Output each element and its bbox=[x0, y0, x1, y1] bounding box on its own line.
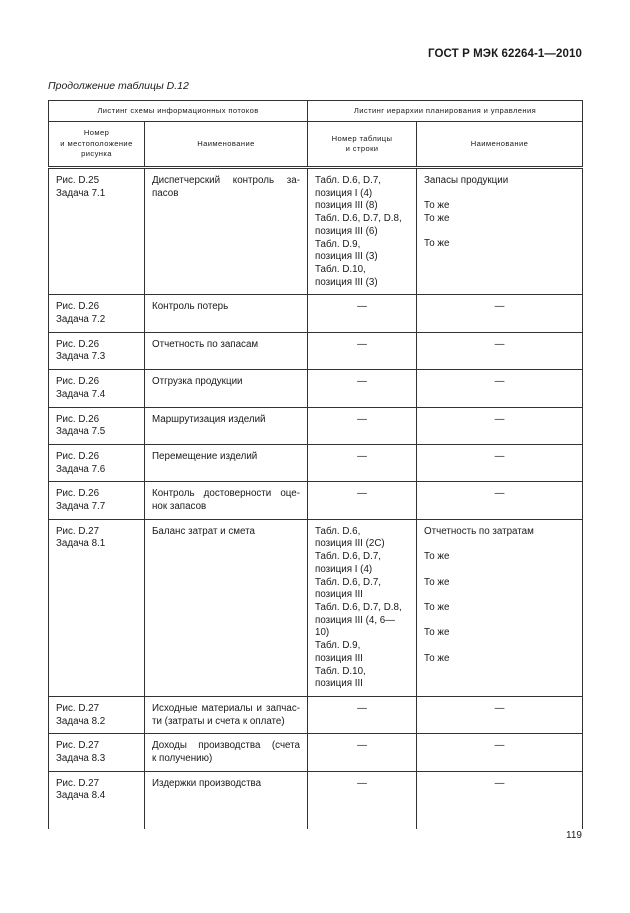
hierarchy-name-cell-line bbox=[424, 188, 575, 201]
hierarchy-name-cell-line bbox=[424, 589, 575, 602]
hierarchy-name-cell-line: — bbox=[494, 338, 505, 350]
hierarchy-name-cell-line: То же bbox=[424, 213, 450, 225]
table-row bbox=[49, 734, 583, 771]
name-cell-line: нок запасов bbox=[152, 501, 207, 513]
name-cell bbox=[145, 519, 308, 696]
table-ref-cell-line: Табл. D.10, bbox=[315, 665, 366, 677]
hierarchy-name-cell bbox=[417, 444, 583, 481]
table-ref-cell-line: позиция III bbox=[315, 678, 363, 690]
hierarchy-name-cell-line: То же bbox=[424, 551, 450, 563]
hierarchy-name-cell-line bbox=[424, 538, 575, 551]
figure-cell bbox=[49, 407, 145, 444]
table-ref-cell-line: — bbox=[357, 450, 367, 462]
table-ref-cell-line: — bbox=[357, 702, 367, 714]
table-ref-cell bbox=[308, 734, 417, 771]
table-ref-cell-line: позиция III (8) bbox=[315, 200, 378, 212]
figure-cell-line: Задача 8.2 bbox=[56, 715, 106, 727]
table-ref-cell bbox=[308, 332, 417, 369]
table-ref-cell-line: Табл. D.6, D.7, bbox=[315, 175, 381, 186]
name-cell-line: пасов bbox=[152, 187, 179, 199]
name-cell-line: к получению) bbox=[152, 753, 213, 765]
document-standard-code: ГОСТ Р МЭК 62264-1—2010 bbox=[428, 48, 582, 60]
table-ref-cell-line: — bbox=[357, 301, 367, 313]
hierarchy-name-cell-line: То же bbox=[424, 601, 450, 613]
name-cell bbox=[145, 332, 308, 369]
hierarchy-name-cell bbox=[417, 482, 583, 519]
figure-cell-line: Задача 7.6 bbox=[56, 463, 106, 475]
hierarchy-name-cell-line bbox=[424, 226, 575, 239]
hierarchy-name-cell-line: Запасы продукции bbox=[424, 175, 509, 186]
hierarchy-name-cell-line: — bbox=[494, 376, 505, 388]
hierarchy-name-cell-line: — bbox=[494, 702, 505, 714]
table-body bbox=[49, 168, 583, 829]
figure-cell-line: Рис. D.27 bbox=[56, 777, 100, 789]
page-number: 119 bbox=[566, 830, 582, 841]
table-ref-cell-line: позиция I (4) bbox=[315, 187, 373, 199]
hierarchy-name-cell-line: То же bbox=[424, 200, 450, 212]
table-ref-cell-line: позиция III (2C) bbox=[315, 538, 385, 550]
figure-cell bbox=[49, 771, 145, 829]
figure-cell-line: Рис. D.27 bbox=[56, 740, 100, 752]
figure-cell-line: Задача 8.3 bbox=[56, 753, 106, 765]
hierarchy-name-cell bbox=[417, 370, 583, 407]
hierarchy-name-cell-line: — bbox=[494, 777, 505, 789]
hierarchy-name-cell bbox=[417, 295, 583, 332]
table-ref-cell-line: Табл. D.9, bbox=[315, 640, 361, 652]
name-cell bbox=[145, 696, 308, 733]
group-header-hierarchy: Листинг иерархии планирования и управления bbox=[308, 101, 583, 122]
table-ref-cell-line: — bbox=[357, 376, 367, 388]
name-cell bbox=[145, 407, 308, 444]
figure-cell-line: Задача 8.4 bbox=[56, 790, 106, 802]
table-row bbox=[49, 444, 583, 481]
figure-cell-line: Задача 7.3 bbox=[56, 351, 106, 363]
hierarchy-name-cell-line bbox=[424, 564, 575, 577]
name-cell-line: Контроль достоверности оце- bbox=[152, 488, 301, 500]
table-row bbox=[49, 370, 583, 407]
table-ref-cell-line: позиция III bbox=[315, 652, 363, 664]
table-ref-cell-line: позиция III (3) bbox=[315, 276, 378, 288]
table-ref-cell bbox=[308, 370, 417, 407]
name-cell-line: Маршрутизация изделий bbox=[152, 413, 266, 425]
figure-cell-line: Задача 7.5 bbox=[56, 426, 106, 438]
name-cell bbox=[145, 444, 308, 481]
table-row bbox=[49, 696, 583, 733]
figure-cell-line: Рис. D.26 bbox=[56, 338, 100, 350]
figure-cell bbox=[49, 370, 145, 407]
name-cell-line: Перемещение изделий bbox=[152, 450, 258, 462]
hierarchy-name-cell-line: То же bbox=[424, 627, 450, 639]
hierarchy-name-cell-line: — bbox=[494, 740, 505, 752]
figure-cell-line: Задача 7.7 bbox=[56, 501, 106, 513]
figure-cell-line: Рис. D.26 bbox=[56, 413, 100, 425]
table-ref-cell-line: — bbox=[357, 413, 367, 425]
figure-cell bbox=[49, 734, 145, 771]
figure-cell-line: Рис. D.25 bbox=[56, 175, 100, 186]
hierarchy-name-cell bbox=[417, 168, 583, 295]
listing-table bbox=[48, 100, 583, 829]
table-ref-cell bbox=[308, 771, 417, 829]
name-cell-line: Издержки производства bbox=[152, 777, 262, 789]
table-ref-cell-line: позиция I (4) bbox=[315, 563, 373, 575]
table-row bbox=[49, 519, 583, 696]
figure-cell-line: Рис. D.26 bbox=[56, 301, 100, 313]
figure-cell-line: Задача 7.4 bbox=[56, 388, 106, 400]
hierarchy-name-cell bbox=[417, 332, 583, 369]
name-cell bbox=[145, 370, 308, 407]
figure-cell-line: Рис. D.27 bbox=[56, 525, 100, 537]
table-ref-cell-line: позиция III (3) bbox=[315, 251, 378, 263]
table-ref-cell bbox=[308, 519, 417, 696]
hierarchy-name-cell-line: — bbox=[494, 488, 505, 500]
table-ref-cell-line: Табл. D.10, bbox=[315, 263, 366, 275]
table-ref-cell-line: позиция III (4, 6—10) bbox=[315, 614, 396, 639]
table-ref-cell-line: позиция III (6) bbox=[315, 225, 378, 237]
table-ref-cell-line: Табл. D.6, D.7, bbox=[315, 576, 381, 588]
table-ref-cell bbox=[308, 295, 417, 332]
table-ref-cell bbox=[308, 482, 417, 519]
table-row bbox=[49, 771, 583, 829]
col-header-name-left: Наименование bbox=[145, 122, 308, 168]
table-ref-cell bbox=[308, 168, 417, 295]
table-ref-cell-line: — bbox=[357, 740, 367, 752]
figure-cell bbox=[49, 444, 145, 481]
figure-cell bbox=[49, 519, 145, 696]
group-header-info-flows: Листинг схемы информационных потоков bbox=[49, 101, 308, 122]
figure-cell-line: Задача 7.1 bbox=[56, 187, 106, 199]
table-ref-cell-line: — bbox=[357, 777, 367, 789]
figure-cell-line: Рис. D.26 bbox=[56, 488, 100, 500]
hierarchy-name-cell-line: — bbox=[494, 413, 505, 425]
name-cell bbox=[145, 771, 308, 829]
table-ref-cell bbox=[308, 407, 417, 444]
table-ref-cell-line: Табл. D.6, D.7, D.8, bbox=[315, 213, 402, 225]
figure-cell-line: Рис. D.26 bbox=[56, 450, 100, 462]
name-cell bbox=[145, 168, 308, 295]
table-ref-cell bbox=[308, 444, 417, 481]
name-cell-line: Доходы производства (счета bbox=[152, 740, 301, 752]
table-ref-cell-line: — bbox=[357, 488, 367, 500]
table-row bbox=[49, 295, 583, 332]
figure-cell-line: Рис. D.26 bbox=[56, 376, 100, 388]
name-cell bbox=[145, 734, 308, 771]
table-ref-cell-line: Табл. D.6, D.7, bbox=[315, 551, 381, 563]
hierarchy-name-cell-line bbox=[424, 615, 575, 628]
figure-cell-line: Задача 8.1 bbox=[56, 538, 106, 550]
col-header-name-right: Наименование bbox=[417, 122, 583, 168]
hierarchy-name-cell bbox=[417, 734, 583, 771]
name-cell bbox=[145, 295, 308, 332]
name-cell bbox=[145, 482, 308, 519]
table-caption: Продолжение таблицы D.12 bbox=[48, 80, 189, 92]
figure-cell bbox=[49, 295, 145, 332]
table-row bbox=[49, 168, 583, 295]
hierarchy-name-cell-line: То же bbox=[424, 576, 450, 588]
hierarchy-name-cell bbox=[417, 519, 583, 696]
table-ref-cell bbox=[308, 696, 417, 733]
table-ref-cell-line: позиция III bbox=[315, 589, 363, 601]
figure-cell bbox=[49, 332, 145, 369]
hierarchy-name-cell-line: Отчетность по затратам bbox=[424, 525, 534, 537]
table-row bbox=[49, 407, 583, 444]
name-cell-line: Контроль потерь bbox=[152, 301, 229, 313]
figure-cell-line: Задача 7.2 bbox=[56, 314, 106, 326]
table-row bbox=[49, 332, 583, 369]
hierarchy-name-cell-line bbox=[424, 640, 575, 653]
name-cell-line: Отчетность по запасам bbox=[152, 338, 259, 350]
name-cell-line: ти (затраты и счета к оплате) bbox=[152, 715, 285, 727]
table-row bbox=[49, 482, 583, 519]
col-header-figure: Номер и местоположение рисунка bbox=[49, 122, 145, 168]
table-ref-cell-line: Табл. D.6, bbox=[315, 525, 361, 537]
hierarchy-name-cell bbox=[417, 407, 583, 444]
figure-cell bbox=[49, 482, 145, 519]
name-cell-line: Отгрузка продукции bbox=[152, 376, 243, 388]
name-cell-line: Исходные материалы и запчас- bbox=[152, 702, 301, 714]
name-cell-line: Диспетчерский контроль за- bbox=[152, 175, 301, 186]
hierarchy-name-cell bbox=[417, 771, 583, 829]
figure-cell-line: Рис. D.27 bbox=[56, 702, 100, 714]
table-ref-cell-line: Табл. D.9, bbox=[315, 238, 361, 250]
table-ref-cell-line: Табл. D.6, D.7, D.8, bbox=[315, 601, 402, 613]
figure-cell bbox=[49, 168, 145, 295]
hierarchy-name-cell-line: — bbox=[494, 301, 505, 313]
hierarchy-name-cell bbox=[417, 696, 583, 733]
table-ref-cell-line: — bbox=[357, 338, 367, 350]
hierarchy-name-cell-line: То же bbox=[424, 238, 450, 250]
hierarchy-name-cell-line: — bbox=[494, 450, 505, 462]
hierarchy-name-cell-line: То же bbox=[424, 652, 450, 664]
figure-cell bbox=[49, 696, 145, 733]
col-header-table-row: Номер таблицы и строки bbox=[308, 122, 417, 168]
name-cell-line: Баланс затрат и смета bbox=[152, 525, 255, 537]
